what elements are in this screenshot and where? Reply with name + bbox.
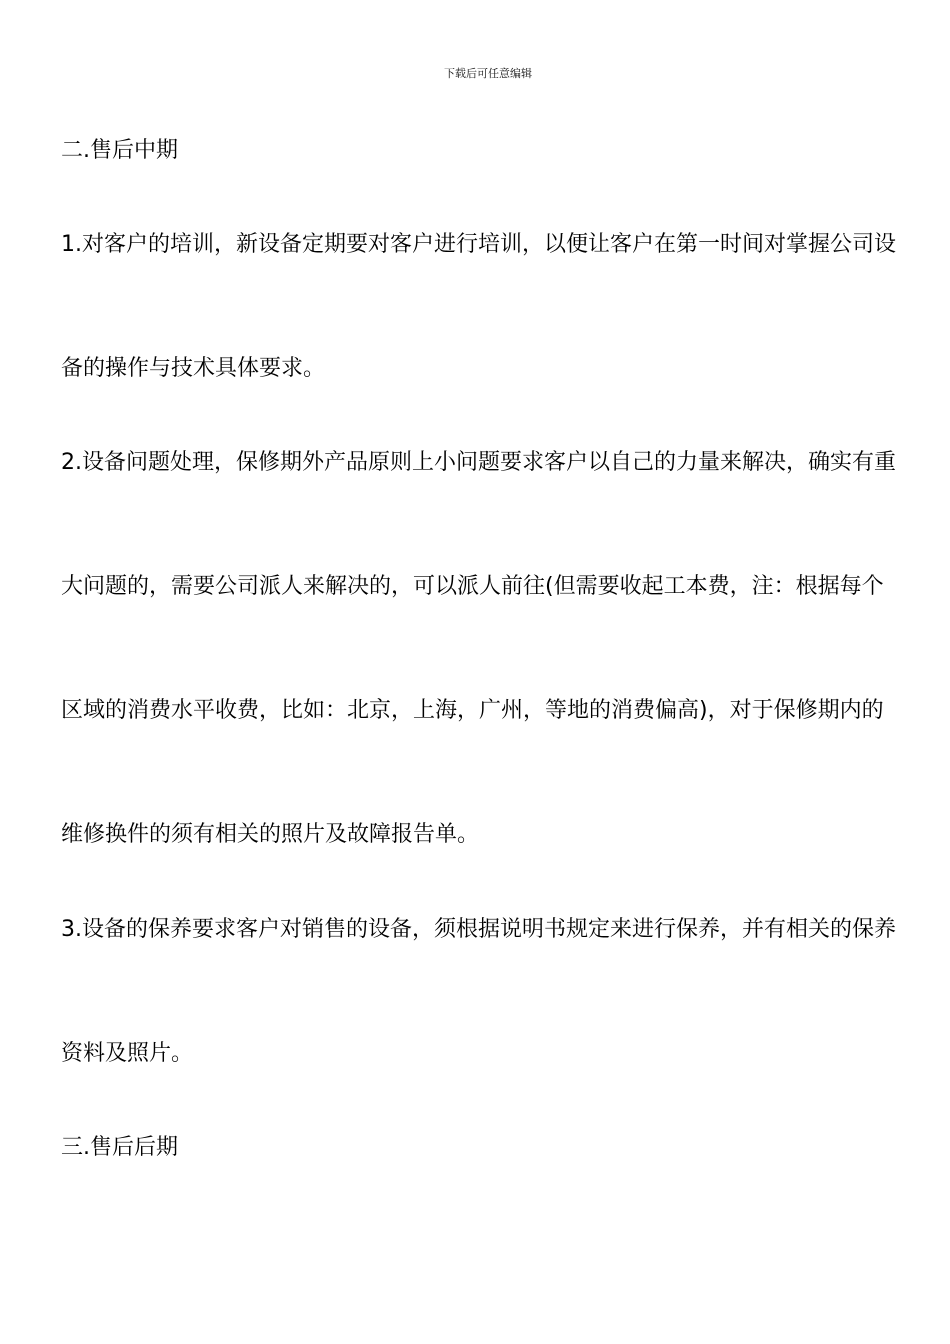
paragraph-line: 大问题的，需要公司派人来解决的，可以派人前往(但需要收起工本费，注：根据每个: [61, 574, 884, 599]
paragraph-line: 1.对客户的培训，新设备定期要对客户进行培训，以便让客户在第一时间对掌握公司设: [61, 232, 896, 257]
page-header: 下载后可任意编辑: [444, 67, 532, 80]
section-heading-mid-term: 二.售后中期: [61, 138, 178, 163]
section-heading-late-term: 三.售后后期: [61, 1135, 178, 1160]
paragraph-line: 3.设备的保养要求客户对销售的设备，须根据说明书规定来进行保养，并有相关的保养: [61, 917, 896, 942]
paragraph-line: 资料及照片。: [61, 1041, 194, 1066]
paragraph-line: 2.设备问题处理，保修期外产品原则上小问题要求客户以自己的力量来解决，确实有重: [61, 450, 896, 475]
paragraph-line: 维修换件的须有相关的照片及故障报告单。: [61, 822, 480, 847]
paragraph-line: 区域的消费水平收费，比如：北京，上海，广州，等地的消费偏高)，对于保修期内的: [61, 698, 884, 723]
paragraph-line: 备的操作与技术具体要求。: [61, 356, 326, 381]
